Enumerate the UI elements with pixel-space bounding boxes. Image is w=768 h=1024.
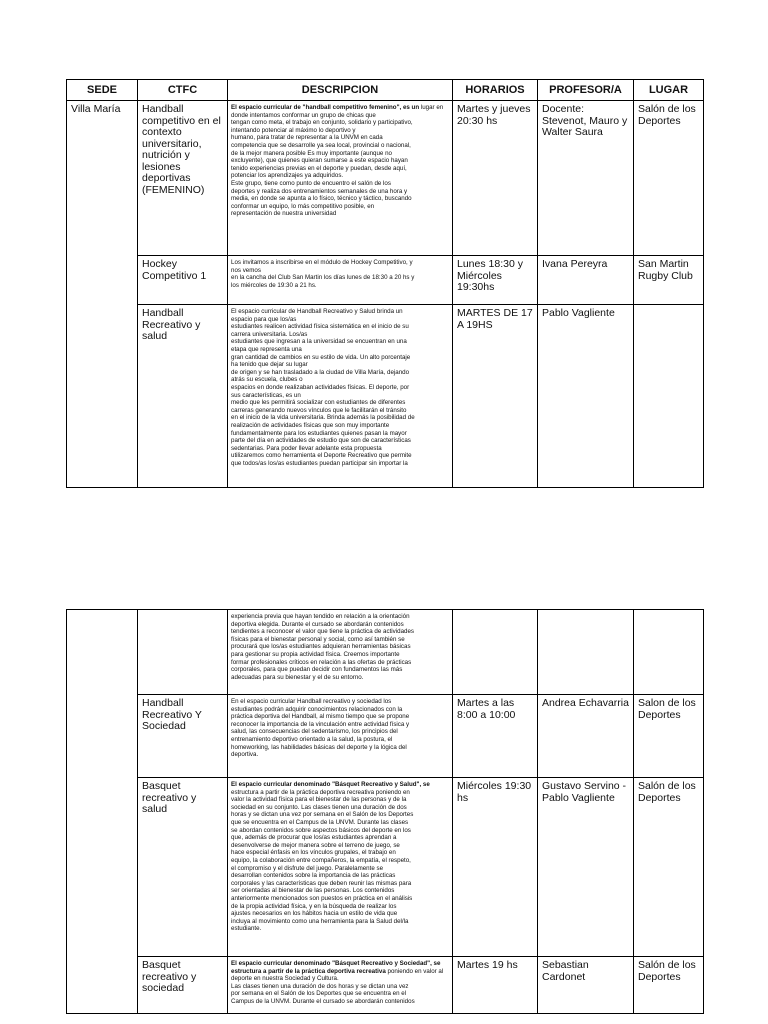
sede-cell <box>67 610 138 1014</box>
descripcion-text: En el espacio curricular Handball recreativo y sociedad los estudiantes podrán adquirir conocimientos relacionados con la práctica deportiva del Handball, al mismo tiempo que se propone reconocer la importancia de la vinculación entre actividad física y salud, las consecuencias del sedentarismo, los principios del entrenamiento deportivo orientado a la salud, la postura, el homeworking, las habilidades básicas del deporte y la lógica del deportiva. <box>231 698 410 759</box>
horarios-value <box>453 610 537 616</box>
profesor-value: Andrea Echavarria <box>542 697 629 709</box>
table-row <box>67 695 704 778</box>
horarios-value: Lunes 18:30 y Miércoles 19:30hs <box>457 258 523 293</box>
ctfc-cell <box>138 610 228 695</box>
courses-table-page-1 <box>66 79 704 488</box>
profesor-value: Pablo Vagliente <box>542 307 615 319</box>
ctfc-value: Basquet recreativo y sociedad <box>142 959 197 994</box>
profesor-value: Gustavo Servino - Pablo Vagliente <box>542 780 627 804</box>
descripcion-text: lugar en donde intentamos conformar un grupo de chicas que tengan como meta, el trabajo en conjunto, solidario y participativo, intentando potenciar al máximo lo deportivo y humano, para tratar de representar a la UNVM en cada competencia que se desarrolle ya sea local, provincial o nacional, de la mejor manera posible Es muy importante (aunque no excluyente), que quienes quieran sumarse a este espacio hayan tenido experiencias previas en el deporte y puedan, desde aquí, potenciar los aprendizajes ya adquiridos. Este grupo, tiene como punto de encuentro el salón de los deportes y realiza dos entrenamientos semanales de una hora y media, en donde se apunta a lo físico, técnico y táctico, buscando conformar un equipo, lo más competitivo posible, en representación de nuestra universidad <box>231 104 444 218</box>
descripcion-bold-text: El espacio curricular denominado "Básquet Recreativo y Salud", se <box>231 781 430 788</box>
horarios-cell <box>453 695 538 778</box>
profesor-cell <box>538 610 634 695</box>
ctfc-cell <box>138 778 228 957</box>
profesor-cell <box>538 256 634 305</box>
courses-table-page-2 <box>66 609 704 1014</box>
descripcion-cell <box>228 957 453 1014</box>
descripcion-text: experiencia previa que hayan tendido en relación a la orientación deportiva elegida. Durante el cursado se abordarán contenidos tendientes a reconocer el valor que tiene la práctica de actividades físicas para el bienestar personal y social, como así también se procurará que los/as estudiantes adquieran herramientas básicas para gestionar su propia actividad física. Creemos importante formar profesionales críticos en relación a las ofertas de prácticas corporales, para que puedan decidir con fundamentos las más adecuadas para su bienestar y el de su entorno. <box>231 613 414 681</box>
lugar-value: San Martin Rugby Club <box>638 258 693 282</box>
profesor-cell <box>538 778 634 957</box>
descripcion-bold-text: El espacio curricular denominado "Básquet Recreativo y Sociedad", se estructura a partir de la práctica deportiva recreativa <box>231 960 441 975</box>
descripcion-text: estructura a partir de la práctica deportiva recreativa poniendo en valor la actividad física para el bienestar de las personas y de la sociedad en su conjunto. Las clases tienen una duración de dos horas y se dictan una vez por semana en el Salón de los Deportes que se encuentra en el Campus de la UNVM. Durante las clases se abordan contenidos sobre aspectos básicos del deporte en los que, además de procurar que los/as estudiantes aprendan a desenvolverse de mejor manera sobre el terreno de juego, se hace especial énfasis en los vínculos grupales, el trabajo en equipo, la colaboración entre compañeros, la empatía, el respeto, el compromiso y el disfrute del juego. Paralelamente se desarrollan contenidos sobre la importancia de las prácticas corporales y las características que deben reunir las mismas para ser orientadas al bienestar de las personas. Los contenidos anteriormente mencionados son puestos en práctica en el análisis de la propia actividad física, y en la búsqueda de realizar los ajustes necesarios en los hábitos hacia un estilo de vida que incluya al movimiento como una herramienta para la Salud del/la estudiante. <box>231 788 414 933</box>
lugar-cell <box>634 305 704 488</box>
descripcion-cell <box>228 256 453 305</box>
descripcion-text: Los invitamos a inscribirse en el módulo de Hockey Competitivo, y nos vemos en la cancha del Club San Martin los días lunes de 18:30 a 20 hs y los miércoles de 19:30 a 21 hs. <box>231 259 415 289</box>
table-row <box>67 305 704 488</box>
lugar-cell <box>634 101 704 256</box>
horarios-value: Miércoles 19:30 hs <box>457 780 532 804</box>
horarios-cell <box>453 256 538 305</box>
lugar-value: Salón de los Deportes <box>638 959 696 983</box>
horarios-value: Martes y jueves 20:30 hs <box>457 103 531 127</box>
lugar-value: Salon de los Deportes <box>638 697 696 721</box>
table-row <box>67 101 704 256</box>
descripcion-cell <box>228 101 453 256</box>
profesor-cell <box>538 695 634 778</box>
profesor-cell <box>538 305 634 488</box>
descripcion-bold-text: El espacio curricular de "handball competitivo femenino", es un <box>231 104 420 111</box>
profesor-cell <box>538 957 634 1014</box>
descripcion-cell <box>228 695 453 778</box>
header-descripcion: DESCRIPCION <box>228 80 453 101</box>
lugar-cell <box>634 957 704 1014</box>
horarios-value: MARTES DE 17 A 19HS <box>457 307 533 331</box>
lugar-cell <box>634 610 704 695</box>
profesor-value: Docente: Stevenot, Mauro y Walter Saura <box>542 103 628 138</box>
horarios-cell <box>453 957 538 1014</box>
table-row <box>67 256 704 305</box>
sede-cell <box>67 101 138 488</box>
ctfc-value: Handball competitivo en el contexto universitario, nutrición y lesiones deportivas (FEMENINO) <box>142 103 221 196</box>
lugar-value: Salón de los Deportes <box>638 780 696 804</box>
profesor-cell <box>538 101 634 256</box>
profesor-value <box>538 610 633 616</box>
horarios-value: Martes a las 8:00 a 10:00 <box>457 697 516 721</box>
horarios-cell <box>453 610 538 695</box>
lugar-value <box>634 610 703 616</box>
ctfc-cell <box>138 695 228 778</box>
ctfc-cell <box>138 957 228 1014</box>
header-profesor: PROFESOR/A <box>538 80 634 101</box>
descripcion-cell <box>228 305 453 488</box>
ctfc-value: Handball Recreativo y salud <box>142 307 201 342</box>
table-row <box>67 610 704 695</box>
descripcion-cell <box>228 778 453 957</box>
ctfc-value: Hockey Competitivo 1 <box>142 258 207 282</box>
lugar-value <box>634 305 703 311</box>
ctfc-cell <box>138 101 228 256</box>
profesor-value: Ivana Pereyra <box>542 258 608 270</box>
header-ctfc: CTFC <box>138 80 228 101</box>
sede-value: Villa María <box>71 103 121 115</box>
descripcion-text: El espacio curricular de Handball Recreativo y Salud brinda un espacio para que los/as estudiantes realicen actividad física sistemática en el inicio de su carrera universitaria. Los/as estudiantes que ingresan a la universidad se encuentran en una etapa que representa una gran cantidad de cambios en su estilo de vida. Un alto porcentaje ha tenido que dejar su lugar de origen y se han trasladado a la ciudad de Villa María, dejando atrás su escuela, clubes o espacios en donde realizaban actividades físicas. El deporte, por sus características, es un medio que les permitirá socializar con estudiantes de diferentes carreras generando nuevos vínculos que le facilitarán el tránsito en el inicio de la vida universitaria. Brinda además la posibilidad de realización de actividades físicas que son muy importante fundamentalmente para los estudiantes quienes pasan la mayor parte del día en actividades de estudio que son de características sedentarias. Para poder llevar adelante esta propuesta utilizaremos como herramienta el Deporte Recreativo que permite que todos/as los/as estudiantes puedan participar sin importar la <box>231 308 415 467</box>
descripcion-cell <box>228 610 453 695</box>
header-sede: SEDE <box>67 80 138 101</box>
lugar-cell <box>634 695 704 778</box>
header-lugar: LUGAR <box>634 80 704 101</box>
horarios-cell <box>453 305 538 488</box>
horarios-cell <box>453 101 538 256</box>
lugar-value: Salón de los Deportes <box>638 103 696 127</box>
header-horarios: HORARIOS <box>453 80 538 101</box>
ctfc-value <box>138 610 227 616</box>
lugar-cell <box>634 256 704 305</box>
table-header-row <box>67 80 704 101</box>
lugar-cell <box>634 778 704 957</box>
horarios-cell <box>453 778 538 957</box>
ctfc-value: Handball Recreativo Y Sociedad <box>142 697 202 732</box>
ctfc-value: Basquet recreativo y salud <box>142 780 197 815</box>
ctfc-cell <box>138 256 228 305</box>
table-row <box>67 778 704 957</box>
horarios-value: Martes 19 hs <box>457 959 518 971</box>
table-row <box>67 957 704 1014</box>
profesor-value: Sebastian Cardonet <box>542 959 589 983</box>
ctfc-cell <box>138 305 228 488</box>
descripcion-text: poniendo en valor al deporte en nuestra Sociedad y Cultura. Las clases tienen una duración de dos horas y se dictan una vez por semana en el Salón de los Deportes que se encuentra en el Campus de la UNVM. Durante el cursado se abordarán contenidos <box>231 967 444 1005</box>
